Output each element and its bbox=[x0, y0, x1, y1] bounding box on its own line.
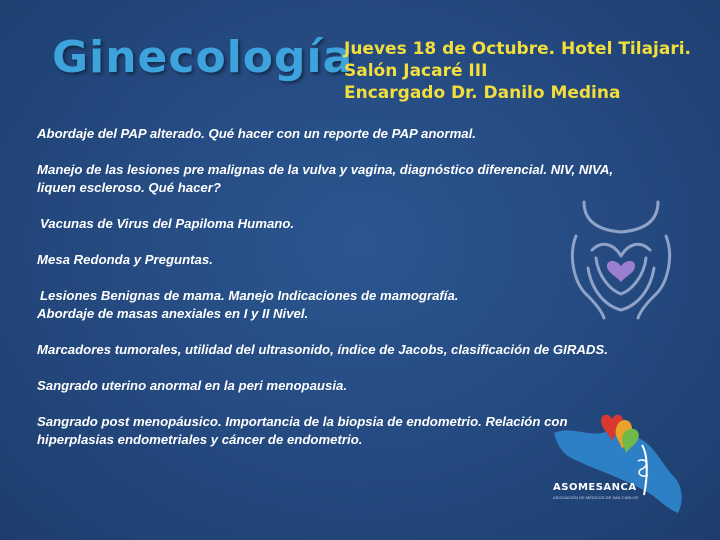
event-coordinator: Encargado Dr. Danilo Medina bbox=[344, 83, 621, 103]
slide-title: Ginecología bbox=[52, 32, 354, 83]
topic-item: Abordaje del PAP alterado. Qué hacer con un reporte de PAP anormal. bbox=[37, 126, 476, 141]
asomesanca-logo bbox=[552, 405, 692, 520]
logo-subtitle: ASOCIACIÓN DE MÉDICOS DE SAN CARLOS bbox=[553, 495, 639, 500]
event-info bbox=[344, 38, 691, 104]
topic-item: Vacunas de Virus del Papiloma Humano. bbox=[40, 216, 295, 231]
topic-item: Sangrado uterino anormal en la peri menopausia. bbox=[37, 378, 347, 393]
event-date-location: Jueves 18 de Octubre. Hotel Tilajari. bbox=[344, 39, 692, 59]
topic-item: Mesa Redonda y Preguntas. bbox=[37, 252, 213, 267]
topic-item: Lesiones Benignas de mama. Manejo Indicaciones de mamografía. bbox=[40, 288, 459, 303]
topic-item: Manejo de las lesiones pre malignas de la vulva y vagina, diagnóstico diferencial. NIV, NIVA, liquen escleroso. Qué hacer? bbox=[37, 162, 614, 195]
uterus-hands-heart-icon bbox=[566, 196, 676, 321]
topic-item: Marcadores tumorales, utilidad del ultrasonido, índice de Jacobs, clasificación de GIRADS. bbox=[37, 342, 608, 357]
topic-list bbox=[37, 125, 617, 449]
event-room: Salón Jacaré III bbox=[344, 61, 488, 81]
topic-item: Sangrado post menopáusico. Importancia de la biopsia de endometrio. Relación con hiperplasias endometriales y cáncer de endometrio. bbox=[37, 414, 568, 447]
logo-name: ASOMESANCA bbox=[553, 482, 637, 493]
topic-item: Abordaje de masas anexiales en I y II Nivel. bbox=[37, 306, 309, 321]
